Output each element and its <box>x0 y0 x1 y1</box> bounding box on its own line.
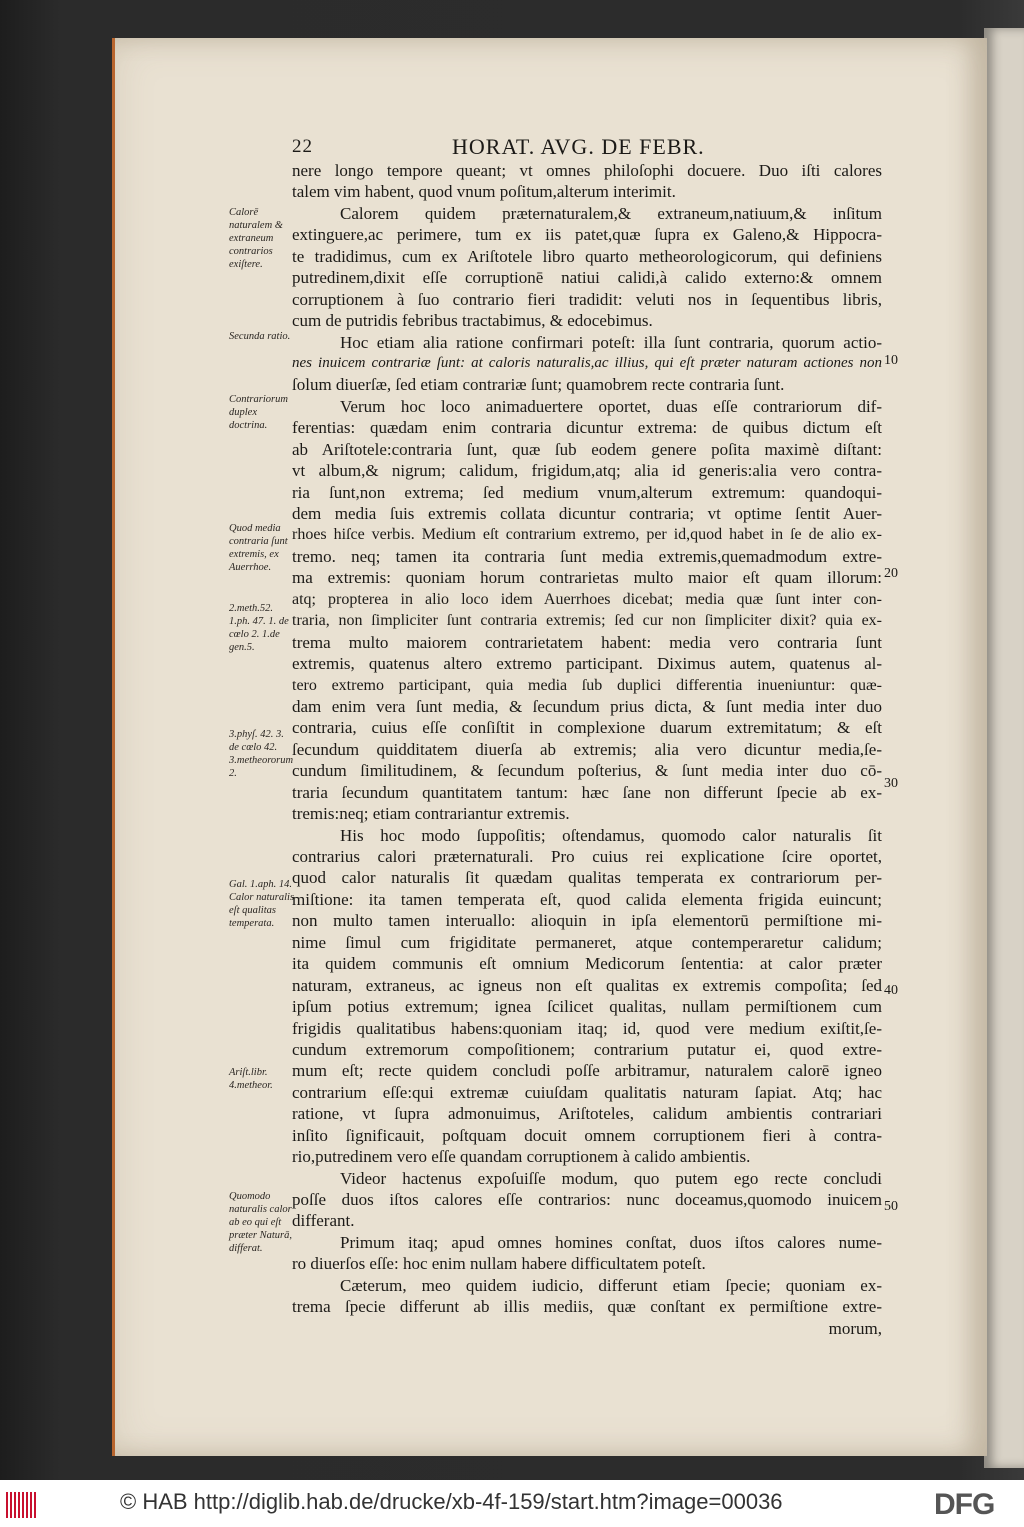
text-line: Videor hactenus expoſuiſſe modum, quo putem ego recte concludi <box>340 1168 882 1188</box>
text-line: cundum extremorum compoſitionem; contrarium putatur ei, quod extre- <box>292 1039 882 1059</box>
text-line: dem media ſuis extremis collata dicuntur contraria; vt optime ſentit Auer- <box>292 504 882 523</box>
text-line: nere longo tempore queant; vt omnes philoſophi docuere. Duo iſti calores <box>292 161 882 180</box>
margin-note: 3.phyſ. 42. 3. de cœlo 42. 3.metheororum 2. <box>229 729 294 779</box>
text-line: atq; propterea in alio loco idem Auerrhoes dicebat; media quæ ſunt inter con- <box>292 590 882 608</box>
text-line: extremis, quatenus altero extremo participant. Diximus autem, quatenus al- <box>292 654 882 674</box>
running-title: HORAT. AVG. DE FEBR. <box>452 134 705 159</box>
margin-note: Calorē naturalem & extraneum contrarios exiſtere. <box>229 207 283 270</box>
text-line: ipſum potius extremum; ignea ſcilicet qualitas, nullam permiſtionem cum <box>292 997 882 1017</box>
margin-note: Quomodo naturalis calor ab eo qui eſt præter Naturā, differat. <box>229 1191 293 1254</box>
text-line: ſolum diuerſæ, ſed etiam contrariæ ſunt; quamobrem recte contraria ſunt. <box>292 375 785 395</box>
line-number: 30 <box>884 776 898 791</box>
text-line: dam enim vera ſunt media, & ſecundum prius dicta, & ſunt media inter duo <box>292 696 882 716</box>
line-number: 40 <box>884 983 898 998</box>
text-line: nime ſimul cum frigiditate permaneret, atque contemperaretur calidum; <box>292 932 882 952</box>
text-line: Calorem quidem præternaturalem,& extraneum,natiuum,& inſitum <box>340 203 882 223</box>
text-line: trema multo maiorem contrarietatem habent: media vero contraria ſunt <box>292 632 882 652</box>
text-line: tero extremo participant, quia media ſub duplici differentia inueniuntur: quæ- <box>292 676 882 694</box>
text-line: miſtione: ita tamen temperata eſt, quod calida elementa frigida euincunt; <box>292 889 882 909</box>
margin-note: 2.meth.52. 1.ph. 47. 1. de cœlo 2. 1.de gen.5. <box>229 603 289 653</box>
text-line: ſecundum quidditatem diuerſa ab extremis; alia vero dicuntur media,ſe- <box>292 739 882 759</box>
text-line: vt album,& nigrum; calidum, frigidum,atq; alia id generis:alia vero contra- <box>292 461 882 481</box>
text-line: poſſe duos iſtos calores eſſe contrarios: nunc doceamus,quomodo inuicem <box>292 1190 882 1209</box>
text-line: te tradidimus, cum ex Ariſtotele libro quarto metheorologicorum, qui definiens <box>292 246 882 266</box>
text-line: extinguere,ac perimere, tum ex iis patet,quæ ſupra ex Galeno,& Hippocra- <box>292 225 882 245</box>
text-line: ferentias: quædam enim contraria dicuntur extrema: de quibus dictum eſt <box>292 418 882 438</box>
text-line: non multo tamen interuallo: alioquin in ipſa elementorū permiſtione mi- <box>292 911 882 931</box>
text-line: inſito ſignificauit, poſtquam docuit omnem corruptionem fieri à contra- <box>292 1125 882 1145</box>
text-line: contrarius calori præternaturali. Pro cuius rei explicatione ſcire oportet, <box>292 847 882 866</box>
line-number: 20 <box>884 566 898 581</box>
barcode-icon <box>6 1492 36 1518</box>
text-line: differant. <box>292 1211 355 1231</box>
catchword: morum, <box>828 1318 882 1338</box>
text-line: ita quidem communis eſt omnium Medicorum ſententia: at calor præter <box>292 954 882 974</box>
line-number: 50 <box>884 1199 898 1214</box>
text-line: cum de putridis febribus tractabimus, & edocebimus. <box>292 311 653 331</box>
margin-note: Ariſt.libr. 4.metheor. <box>229 1067 273 1091</box>
text-line: ma extremis: quoniam horum contrarietas multo maior eſt quam illorum: <box>292 568 882 588</box>
text-line: traria, non ſimpliciter ſunt contraria extremis; ſed cur non ſimpliciter dixit? quia ex- <box>292 612 882 630</box>
text-line: corruptionem à ſuo contrario fieri tradidit: veluti nos in ſequentibus libris, <box>292 289 882 309</box>
text-line: cundum ſimilitudinem, & ſecundum poſterius, & ſunt media inter duo cō- <box>292 761 882 781</box>
text-line: tremo. neq; tamen ita contraria ſunt media extremis,quemadmodum extre- <box>292 546 882 566</box>
text-line: ria ſunt,non extrema; ſed medium vnum,alterum extremum: quandoqui- <box>292 482 882 502</box>
text-line: naturam, extraneus, ac igneus non eſt qualitas ex extremis compoſita; ſed <box>292 975 882 995</box>
text-block <box>292 160 882 1339</box>
text-line: rhoes hiſce verbis. Medium eſt contrarium extremo, per id,quod habet in ſe de alio ex- <box>292 526 882 544</box>
text-line: Verum hoc loco animaduertere oportet, duas eſſe contrariorum dif- <box>340 396 882 416</box>
margin-note: Gal. 1.aph. 14. Calor naturalis eſt qualitas temperata. <box>229 879 295 929</box>
text-line: rio,putredinem vero eſſe quandam corruptionem à calido ambientis. <box>292 1147 751 1167</box>
running-head <box>292 134 882 160</box>
text-line: Primum itaq; apud omnes homines conſtat, duos iſtos calores nume- <box>340 1232 882 1252</box>
margin-note: Contrariorum duplex doctrina. <box>229 394 288 431</box>
line-number: 10 <box>884 353 898 368</box>
adjacent-page-edge <box>984 28 1024 1468</box>
text-line: contraria, cuius eſſe conſiſtit in complexione duarum extremitatum; & eſt <box>292 718 882 738</box>
viewer-footer <box>0 1480 1024 1527</box>
text-line: contrarium eſſe:qui extremæ cuiuſdam qualitatis naturam ſapiat. Atq; hac <box>292 1082 882 1102</box>
dfg-logo: DFG <box>934 1488 995 1521</box>
page-number: 22 <box>292 136 313 157</box>
text-line: His hoc modo ſuppoſitis; oſtendamus, quomodo calor naturalis ſit <box>340 825 882 845</box>
text-line: Cæterum, meo quidem iudicio, differunt etiam ſpecie; quoniam ex- <box>340 1275 882 1295</box>
text-line: ro diuerſos eſſe: hoc enim nullam habere difficultatem poteſt. <box>292 1254 706 1274</box>
credit-link[interactable]: © HAB http://diglib.hab.de/drucke/xb-4f-159/start.htm?image=00036 <box>120 1489 783 1514</box>
text-line: quod calor naturalis ſit quædam qualitas temperata ex contrariorum per- <box>292 868 882 888</box>
text-line: traria ſecundum quantitatem tantum: hæc ſane non differunt ſpecie ab ex- <box>292 782 882 802</box>
text-line: ab Ariſtotele:contraria ſunt, quæ ſub eodem genere poſita maximè diſtant: <box>292 439 882 459</box>
margin-note: Secunda ratio. <box>229 331 291 342</box>
text-line: putredinem,dixit eſſe corruptionē natiui calidi,à calido externo:& omnem <box>292 268 882 288</box>
text-line: trema ſpecie differunt ab illis mediis, quæ conſtant ex permiſtione extre- <box>292 1297 882 1317</box>
text-line: frigidis qualitatibus habens:quoniam itaq; id, quod vere medium exiſtit,ſe- <box>292 1018 882 1038</box>
text-line: ratione, vt ſupra admonuimus, Ariſtoteles, calidum ambientis contrariari <box>292 1104 882 1124</box>
text-line: nes inuicem contrariæ ſunt: at caloris naturalis,ac illius, qui eſt præter naturam actiones non <box>292 354 882 371</box>
text-line: tremis:neq; etiam contrariantur extremis. <box>292 804 570 824</box>
text-line: Hoc etiam alia ratione confirmari poteſt: illa ſunt contraria, quorum actio- <box>340 332 882 352</box>
text-line: talem vim habent, quod vnum poſitum,alterum interimit. <box>292 182 676 202</box>
text-line: mum eſt; recte quidem concludi poſſe arbitramur, naturalem calorē igneo <box>292 1061 882 1081</box>
margin-note: Quod media contraria ſunt extremis, ex Auerrhoe. <box>229 523 288 573</box>
